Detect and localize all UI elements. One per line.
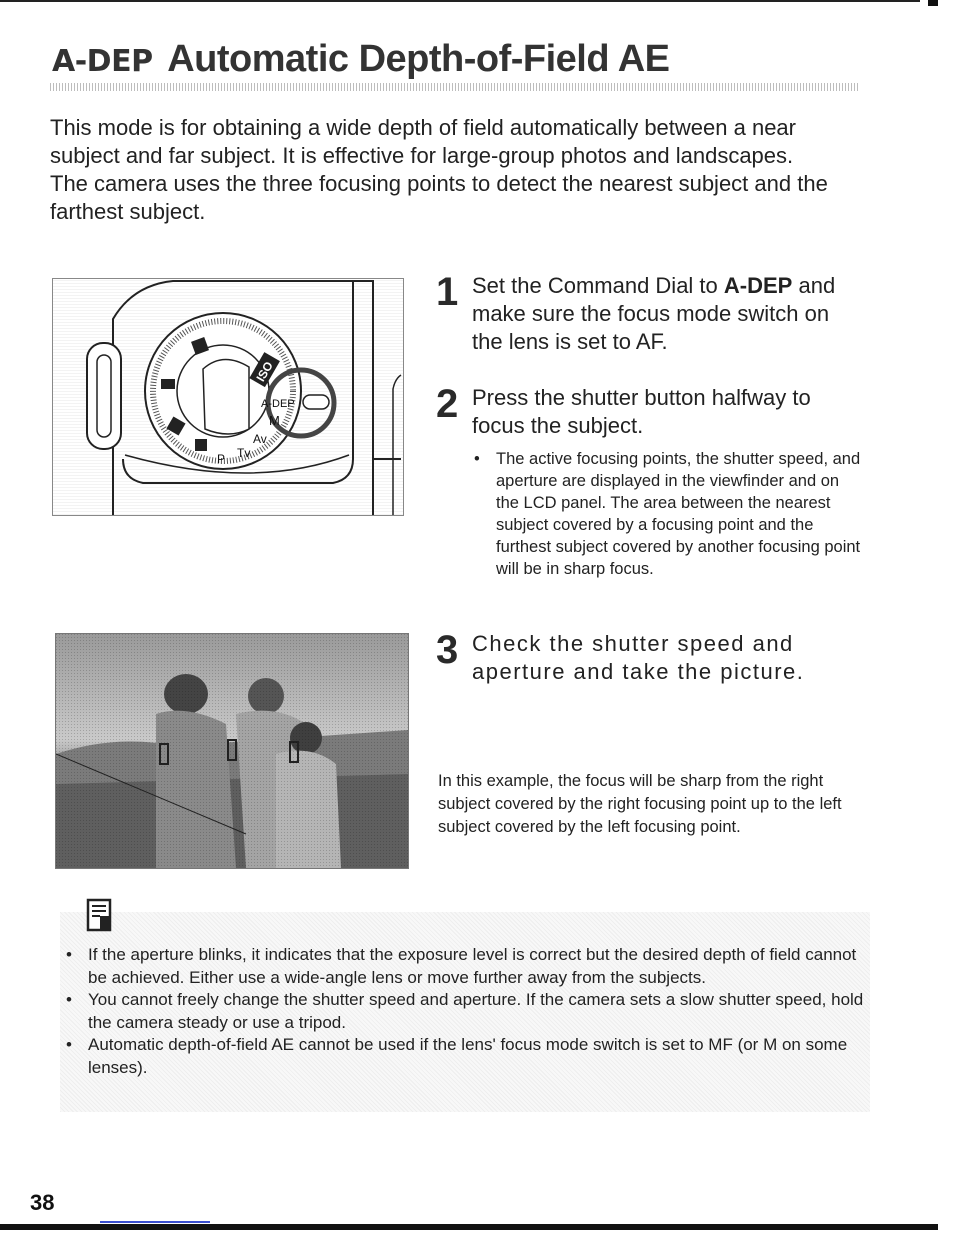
bottom-accent	[100, 1221, 210, 1223]
step-3	[436, 630, 862, 686]
step-1-number: 1	[436, 270, 459, 314]
step-2	[436, 384, 862, 440]
dial-label-m: M	[269, 413, 280, 428]
dial-label-av: Av	[253, 432, 267, 446]
note-item	[62, 989, 866, 1034]
corner-mark	[928, 0, 938, 6]
page-number: 38	[30, 1190, 55, 1215]
bullet-dot: •	[66, 945, 72, 964]
note-item	[62, 944, 866, 989]
memo-icon	[86, 898, 112, 932]
dial-label-p: P	[217, 452, 226, 466]
dial-label-iso: ISO	[253, 359, 276, 385]
note-text-1: If the aperture blinks, it indicates that the exposure level is correct but the desired depth of field cannot be achieved. Either use a wide-angle lens or move further away from the subjects.	[88, 945, 857, 987]
step-1	[436, 272, 862, 356]
note-item	[62, 1034, 866, 1079]
example-caption: In this example, the focus will be sharp from the right subject covered by the right focusing point up to the left subject covered by the left focusing point.	[438, 772, 842, 836]
intro-paragraph-2: The camera uses the three focusing points to detect the nearest subject and the farthest subject.	[50, 171, 828, 224]
example-photo	[55, 633, 409, 869]
example-photo-drawing	[56, 634, 408, 868]
bottom-rule	[0, 1224, 938, 1230]
step-2-number: 2	[436, 382, 459, 426]
intro-paragraph-1: This mode is for obtaining a wide depth of field automatically between a near subject and far subject. It is effective for large-group photos and landscapes.	[50, 115, 796, 168]
intro-text	[50, 114, 862, 226]
step-1-text-a: Set the Command Dial to	[472, 273, 724, 298]
mode-badge: A-DEP	[52, 44, 153, 79]
step-1-text	[472, 272, 862, 356]
step-1-text-b: and make sure the focus mode switch on the lens is set to AF.	[472, 273, 836, 354]
step-3-text: Check the shutter speed and aperture and take the picture.	[472, 631, 805, 684]
step-3-number: 3	[436, 628, 459, 672]
page-title	[52, 38, 670, 81]
note-text-3: Automatic depth-of-field AE cannot be used if the lens' focus mode switch is set to MF (or M on some lenses).	[88, 1035, 848, 1077]
top-rule	[0, 0, 920, 2]
command-dial-drawing	[53, 279, 403, 515]
command-dial-illustration	[52, 278, 404, 516]
dial-label-tv: Tv	[237, 446, 251, 460]
step-2-bullet-text: The active focusing points, the shutter speed, and aperture are displayed in the viewfinder and on the LCD panel. The area between the nearest subject covered by a focusing point and the furthest subject covered by another focusing point will be in sharp focus.	[496, 450, 861, 578]
step-1-mode: A-DEP	[723, 273, 793, 298]
notes-list	[62, 944, 866, 1079]
bullet-dot: •	[474, 450, 480, 468]
step-2-text: Press the shutter button halfway to focus the subject.	[472, 385, 811, 438]
step-2-bullet	[474, 448, 864, 580]
dial-label-adep: A-DEP	[261, 398, 295, 410]
title-underline	[50, 83, 860, 91]
note-text-2: You cannot freely change the shutter speed and aperture. If the camera sets a slow shutter speed, hold the camera steady or use a tripod.	[88, 990, 864, 1032]
title-text: Automatic Depth-of-Field AE	[167, 38, 670, 80]
bullet-dot: •	[66, 1035, 72, 1054]
bullet-dot: •	[66, 990, 72, 1009]
